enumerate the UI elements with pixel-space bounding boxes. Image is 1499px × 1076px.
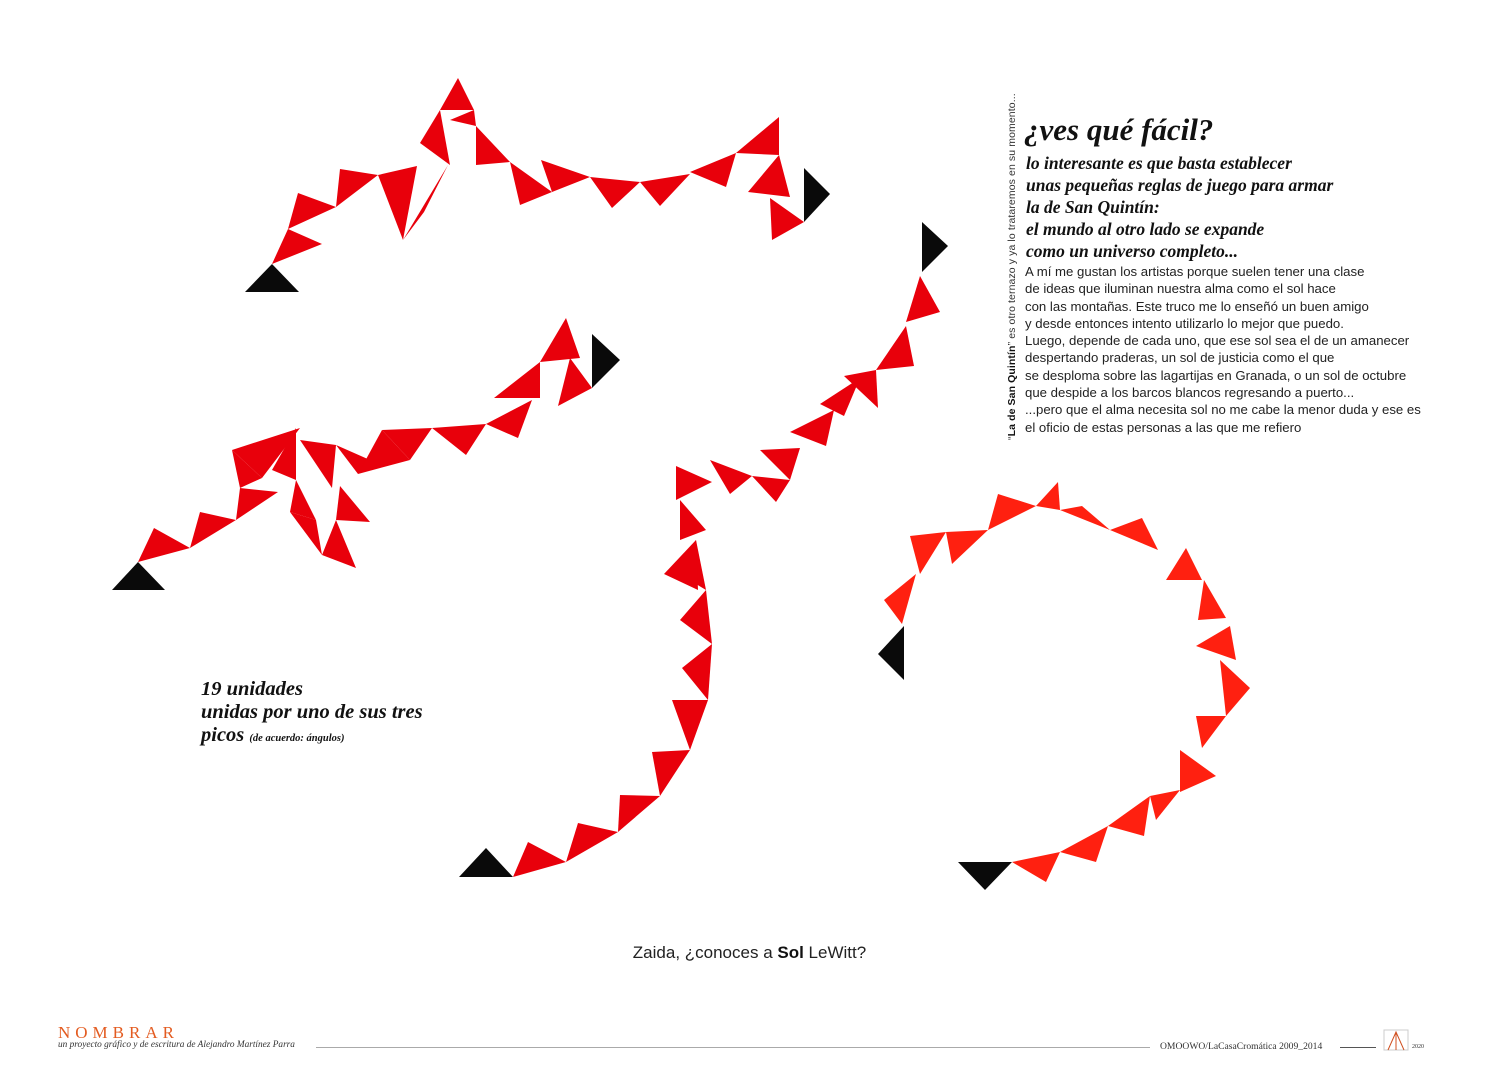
body-line: ...pero que el alma necesita sol no me cabe la menor duda y ese es bbox=[1025, 402, 1421, 418]
red-triangle bbox=[476, 126, 510, 165]
body-line: Luego, depende de cada uno, que ese sol sea el de un amanecer bbox=[1025, 333, 1410, 349]
red-triangle bbox=[541, 160, 590, 192]
red-triangle bbox=[652, 750, 690, 796]
side-note-text: es otro ternazo y ya lo trataremos en su momento... bbox=[1006, 93, 1018, 342]
red-triangle bbox=[288, 193, 336, 229]
footer-divider bbox=[316, 1047, 1150, 1048]
body-line: que despide a los barcos blancos regresando a puerto... bbox=[1025, 385, 1355, 401]
footer-credit: OMOOWO/LaCasaCromática 2009_2014 bbox=[1160, 1041, 1323, 1052]
units-line: unidas por uno de sus tres bbox=[201, 701, 423, 723]
red-triangle bbox=[1150, 790, 1180, 820]
red-triangle bbox=[682, 644, 712, 700]
footer-brand: NOMBRAR bbox=[58, 1023, 179, 1042]
footer-logo bbox=[1384, 1030, 1408, 1050]
units-note: (de acuerdo: ángulos) bbox=[249, 733, 345, 744]
units-line: 19 unidades bbox=[201, 678, 303, 700]
units-caption bbox=[201, 678, 423, 750]
question bbox=[0, 943, 1499, 963]
body-line: A mí me gustan los artistas porque suelen tener una clase bbox=[1025, 264, 1365, 279]
red-triangle bbox=[1012, 852, 1060, 882]
footer-divider-short bbox=[1340, 1047, 1376, 1048]
red-triangle bbox=[290, 512, 322, 555]
red-triangle bbox=[690, 153, 736, 187]
question-before: Zaida, ¿conoces a bbox=[632, 943, 778, 962]
red-triangle bbox=[190, 512, 236, 548]
red-triangle bbox=[1060, 826, 1108, 862]
red-triangle bbox=[322, 520, 356, 568]
red-triangle bbox=[432, 424, 486, 455]
black-triangle bbox=[112, 562, 165, 590]
red-triangle bbox=[910, 532, 946, 574]
garland-spiral bbox=[878, 482, 1250, 890]
body-line: despertando praderas, un sol de justicia como el que bbox=[1025, 350, 1335, 366]
black-triangle bbox=[245, 264, 299, 292]
units-line-3: picos bbox=[201, 724, 245, 746]
red-triangle bbox=[558, 358, 592, 406]
question-strong: Sol bbox=[777, 943, 804, 962]
red-triangle bbox=[236, 488, 278, 520]
red-triangle bbox=[876, 326, 914, 370]
red-triangle bbox=[1166, 548, 1202, 580]
units-line bbox=[201, 724, 423, 750]
intro-line: unas pequeñas reglas de juego para armar bbox=[1026, 175, 1334, 195]
red-triangle bbox=[1180, 750, 1216, 792]
red-triangle bbox=[440, 78, 474, 110]
red-triangle bbox=[1036, 482, 1060, 510]
red-triangle bbox=[1196, 626, 1236, 660]
red-triangle bbox=[748, 155, 790, 197]
red-triangle bbox=[790, 410, 834, 446]
red-triangle bbox=[884, 574, 916, 624]
red-triangle bbox=[1196, 716, 1226, 748]
side-note: “La de San Quintín” es otro ternazo y ya lo trataremos en su momento... bbox=[1006, 93, 1018, 440]
red-triangle bbox=[664, 540, 698, 590]
red-triangle bbox=[1220, 660, 1250, 716]
side-note-title: La de San Quintín bbox=[1006, 345, 1018, 437]
red-triangle bbox=[486, 400, 532, 438]
garland-s-curve bbox=[459, 222, 948, 877]
red-triangle bbox=[760, 448, 800, 480]
red-triangle bbox=[1110, 518, 1158, 550]
black-triangle bbox=[459, 848, 513, 877]
red-triangle bbox=[906, 276, 940, 322]
footer-year: 2020 bbox=[1412, 1044, 1424, 1050]
red-triangle bbox=[1198, 580, 1226, 620]
intro-line: el mundo al otro lado se expande bbox=[1026, 219, 1265, 239]
intro-line: la de San Quintín: bbox=[1026, 197, 1160, 217]
red-triangle bbox=[513, 842, 566, 877]
body-line: se desploma sobre las lagartijas en Granada, o un sol de octubre bbox=[1025, 367, 1407, 383]
red-triangle bbox=[988, 494, 1036, 530]
red-triangle bbox=[710, 460, 752, 494]
body-line: de ideas que iluminan nuestra alma como el sol hace bbox=[1025, 281, 1336, 297]
red-triangle bbox=[1108, 796, 1150, 836]
red-triangle bbox=[138, 528, 190, 562]
red-triangle bbox=[680, 500, 706, 540]
red-triangle bbox=[450, 110, 476, 126]
red-triangle bbox=[272, 229, 322, 264]
black-triangle bbox=[878, 626, 904, 680]
body-line: con las montañas. Este truco me lo enseñó un buen amigo bbox=[1025, 298, 1369, 314]
garland-top bbox=[245, 78, 830, 292]
red-triangle bbox=[618, 795, 660, 832]
red-triangle bbox=[676, 466, 712, 500]
footer-subtitle: un proyecto gráfico y de escritura de Alejandro Martínez Parra bbox=[58, 1040, 295, 1050]
body-line: y desde entonces intento utilizarlo lo mejor que puedo. bbox=[1025, 315, 1344, 331]
red-triangle bbox=[336, 486, 370, 522]
black-triangle bbox=[592, 334, 620, 388]
red-triangle bbox=[1060, 506, 1110, 530]
red-triangle bbox=[770, 198, 804, 240]
red-triangle bbox=[640, 174, 690, 206]
intro-line: lo interesante es que basta establecer bbox=[1026, 153, 1292, 173]
red-triangle bbox=[590, 177, 640, 208]
red-triangle bbox=[300, 440, 336, 488]
intro-line: como un universo completo... bbox=[1026, 241, 1238, 261]
question-after: LeWitt? bbox=[803, 943, 867, 962]
red-triangle bbox=[336, 169, 378, 207]
red-triangle bbox=[566, 823, 618, 862]
body-line: el oficio de estas personas a las que me refiero bbox=[1025, 419, 1302, 435]
intro-text bbox=[1026, 152, 1446, 262]
red-triangle bbox=[494, 362, 540, 398]
garland-middle bbox=[112, 318, 620, 590]
red-triangle bbox=[420, 110, 450, 165]
black-triangle bbox=[804, 168, 830, 222]
red-triangle bbox=[680, 590, 712, 644]
red-triangle bbox=[946, 530, 988, 564]
headline: ¿ves qué fácil? bbox=[1024, 112, 1214, 147]
red-triangle bbox=[752, 476, 790, 502]
black-triangle bbox=[922, 222, 948, 272]
red-triangle bbox=[736, 117, 779, 155]
red-triangle bbox=[672, 700, 708, 750]
red-triangle bbox=[540, 318, 580, 362]
body-text bbox=[1025, 263, 1465, 436]
black-triangle bbox=[958, 862, 1012, 890]
